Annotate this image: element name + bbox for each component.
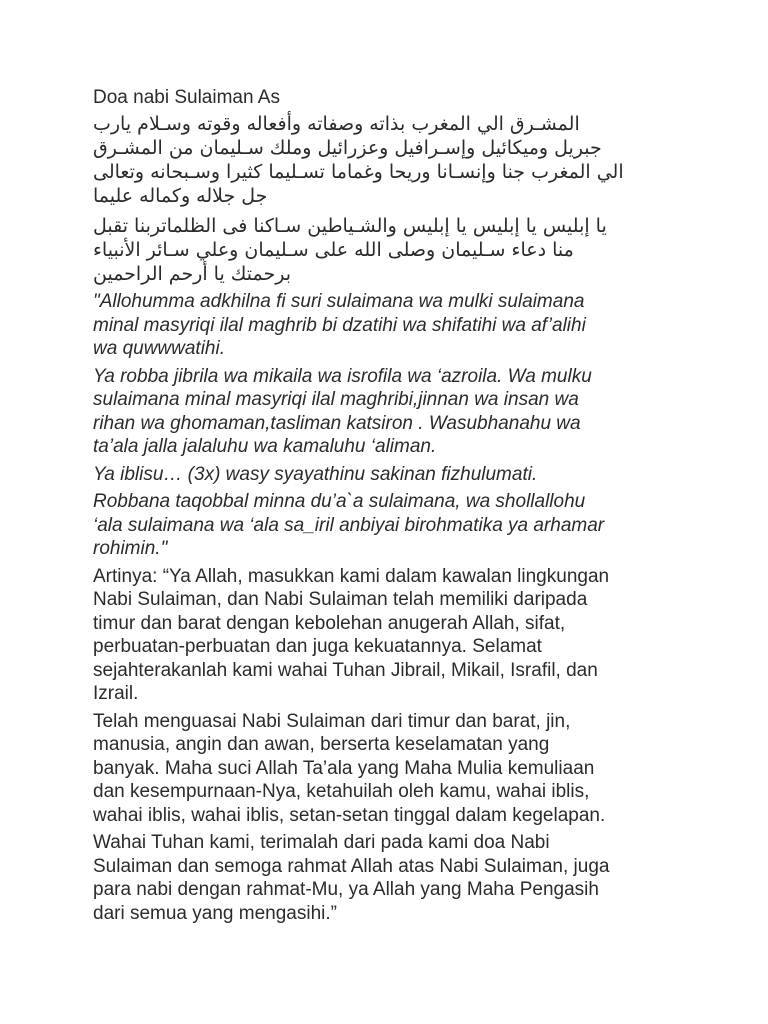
arabic-prayer-block-2 xyxy=(93,214,683,286)
text-line: Izrail. xyxy=(93,683,139,704)
text-line: "Allohumma adkhilna fi suri sulaimana wa mulki sulaimana xyxy=(93,291,585,312)
text-line: rohimin." xyxy=(93,538,168,559)
text-line: Robbana taqobbal minna du’a`a sulaimana, wa shollallohu xyxy=(93,491,586,512)
text-line: Wahai Tuhan kami, terimalah dari pada kami doa Nabi xyxy=(93,832,550,853)
text-line: para nabi dengan rahmat-Mu, ya Allah yang Maha Pengasih xyxy=(93,879,599,900)
text-line: Artinya: “Ya Allah, masukkan kami dalam kawalan lingkungan xyxy=(93,565,610,587)
text-line: Telah menguasai Nabi Sulaiman dari timur dan barat, jin, xyxy=(93,710,571,732)
text-line: minal masyriqi ilal maghrib bi dzatihi wa shifatihi wa af’alihi xyxy=(93,314,586,336)
transliteration-paragraph-4 xyxy=(93,490,683,561)
transliteration-paragraph-1 xyxy=(93,290,683,361)
document-page xyxy=(93,86,683,925)
arabic-line: جل جلاله وكماله عليما xyxy=(93,185,268,207)
arabic-line: يا إبليس يا إبليس يا إبليس والشـياطين سـاكنا فى الظلماتربنا تقبل xyxy=(93,215,607,237)
arabic-line: الي المغرب جنا وإنسـانا وريحا وغماما تسـليما كثيرا وسـبحانه وتعالى xyxy=(93,161,624,183)
arabic-line: جبريل وميكائيل وإسـرافيل وعزرائيل وملك سـليمان من المشـرق xyxy=(93,137,602,159)
text-line: sulaimana minal masyriqi ilal maghribi,jinnan wa insan wa xyxy=(93,389,579,410)
text-line: banyak. Maha suci Allah Ta’ala yang Maha Mulia kemuliaan xyxy=(93,757,595,779)
arabic-line: برحمتك يا أرحم الراحمين xyxy=(93,263,292,285)
translation-paragraph-1 xyxy=(93,565,683,706)
text-line: ‘ala sulaimana wa ‘ala sa_iril anbiyai birohmatika ya arhamar xyxy=(93,514,605,536)
text-line: Ya iblisu… (3x) wasy syayathinu sakinan fizhulumati. xyxy=(93,463,538,485)
text-line: ta’ala jalla jalaluhu wa kamaluhu ‘aliman. xyxy=(93,436,437,457)
text-line: wahai iblis, wahai iblis, setan-setan tinggal dalam kegelapan. xyxy=(93,804,606,826)
document-title: Doa nabi Sulaiman As xyxy=(93,87,280,108)
translation-paragraph-2 xyxy=(93,710,683,828)
text-line: dari semua yang mengasihi.” xyxy=(93,902,337,924)
text-line: Nabi Sulaiman, dan Nabi Sulaiman telah memiliki daripada xyxy=(93,589,588,610)
text-line: sejahterakanlah kami wahai Tuhan Jibrail, Mikail, Israfil, dan xyxy=(93,659,598,681)
text-line: Sulaiman dan semoga rahmat Allah atas Nabi Sulaiman, juga xyxy=(93,855,610,877)
text-line: timur dan barat dengan kebolehan anugerah Allah, sifat, xyxy=(93,612,566,634)
transliteration-paragraph-2 xyxy=(93,365,683,459)
arabic-line: منا دعاء سـليمان وصلى الله على سـليمان وعلي سـائر الأنبياء xyxy=(93,239,574,261)
text-line: Ya robba jibrila wa mikaila wa isrofila wa ‘azroila. Wa mulku xyxy=(93,365,592,387)
text-line: perbuatan-perbuatan dan juga kekuatannya. Selamat xyxy=(93,636,542,657)
transliteration-paragraph-3 xyxy=(93,463,683,487)
text-line: wa quwwwatihi. xyxy=(93,338,225,359)
text-line: rihan wa ghomaman,tasliman katsiron . Wasubhanahu wa xyxy=(93,412,581,434)
text-line: dan kesempurnaan-Nya, ketahuilah oleh kamu, wahai iblis, xyxy=(93,781,590,802)
text-line: manusia, angin dan awan, berserta keselamatan yang xyxy=(93,734,550,755)
arabic-line: المشـرق الي المغرب بذاته وصفاته وأفعاله وقوته وسـلام يارب xyxy=(93,113,580,135)
translation-paragraph-3 xyxy=(93,831,683,925)
arabic-prayer-block-1 xyxy=(93,112,683,208)
